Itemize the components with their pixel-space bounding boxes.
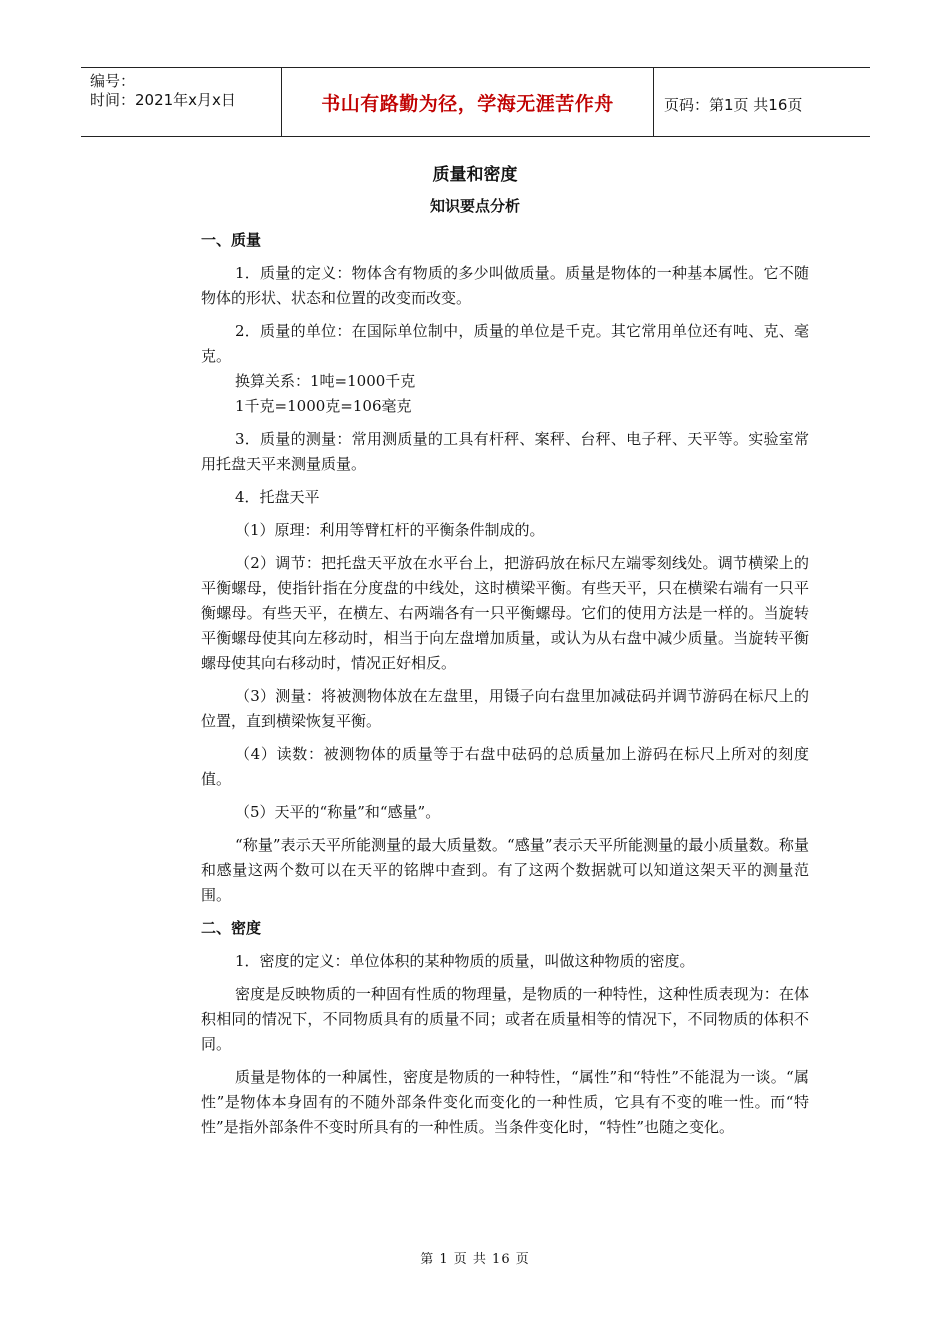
paragraph: 质量是物体的一种属性，密度是物质的一种特性，“属性”和“特性”不能混为一谈。“属性”是物体本身固有的不随外部条件变化而变化的一种性质，它具有不变的唯一性。而“特性”是指外部条件不变时所具有的一种性质。当条件变化时，“特性”也随之变化。 <box>201 1068 809 1136</box>
document-subtitle: 知识要点分析 <box>429 197 520 215</box>
paragraph: （4）读数：被测物体的质量等于右盘中砝码的总质量加上游码在标尺上所对的刻度值。 <box>201 745 809 788</box>
paragraph: “称量”表示天平所能测量的最大质量数。“感量”表示天平所能测量的最小质量数。称量和感量这两个数可以在天平的铭牌中查到。有了这两个数据就可以知道这架天平的测量范围。 <box>201 836 809 904</box>
paragraph: 1．质量的定义：物体含有物质的多少叫做质量。质量是物体的一种基本属性。它不随物体的形状、状态和位置的改变而改变。 <box>201 264 809 307</box>
paragraph: 密度是反映物质的一种固有性质的物理量，是物质的一种特性，这种性质表现为：在体积相同的情况下，不同物质具有的质量不同；或者在质量相等的情况下，不同物质的体积不同。 <box>201 985 809 1053</box>
code-label: 编号： <box>90 72 136 90</box>
paragraph: 换算关系：1吨=1000千克 <box>235 372 416 390</box>
paragraph: 3．质量的测量：常用测质量的工具有杆秤、案秤、台秤、电子秤、天平等。实验室常用托盘天平来测量质量。 <box>201 430 809 473</box>
section-heading-density: 二、密度 <box>201 919 262 937</box>
paragraph: 2．质量的单位：在国际单位制中，质量的单位是千克。其它常用单位还有吨、克、毫克。 <box>201 322 809 365</box>
paragraph: （3）测量：将被测物体放在左盘里，用镊子向右盘里加减砝码并调节游码在标尺上的位置，直到横梁恢复平衡。 <box>201 687 809 730</box>
paragraph: （1）原理：利用等臂杠杆的平衡条件制成的。 <box>235 521 545 539</box>
header-meta-cell <box>81 68 282 136</box>
document-title: 质量和密度 <box>432 165 518 185</box>
header-motto-cell <box>282 68 654 136</box>
section-heading-mass: 一、质量 <box>201 231 262 249</box>
time-label: 时间：2021年x月x日 <box>90 91 236 109</box>
document-body <box>201 228 809 1148</box>
paragraph: 4．托盘天平 <box>235 488 320 506</box>
paragraph: 1千克=1000克=106毫克 <box>235 397 412 415</box>
document-header-table <box>81 67 870 137</box>
paragraph: 1．密度的定义：单位体积的某种物质的质量，叫做这种物质的密度。 <box>235 952 695 970</box>
motto-text: 书山有路勤为径，学海无涯苦作舟 <box>321 92 614 115</box>
paragraph: （2）调节：把托盘天平放在水平台上，把游码放在标尺左端零刻线处。调节横梁上的平衡螺母，使指针指在分度盘的中线处，这时横梁平衡。有些天平，只在横梁右端有一只平衡螺母。有些天平，在横左、右两端各有一只平衡螺母。它们的使用方法是一样的。当旋转平衡螺母使其向左移动时，相当于向左盘增加质量，或认为从右盘中减少质量。当旋转平衡螺母使其向右移动时，情况正好相反。 <box>201 554 809 672</box>
header-page-cell <box>654 68 870 136</box>
page-info: 页码：第1页 共16页 <box>664 96 803 114</box>
page-footer: 第 1 页 共 16 页 <box>420 1252 530 1267</box>
paragraph: （5）天平的“称量”和“感量”。 <box>235 803 441 821</box>
